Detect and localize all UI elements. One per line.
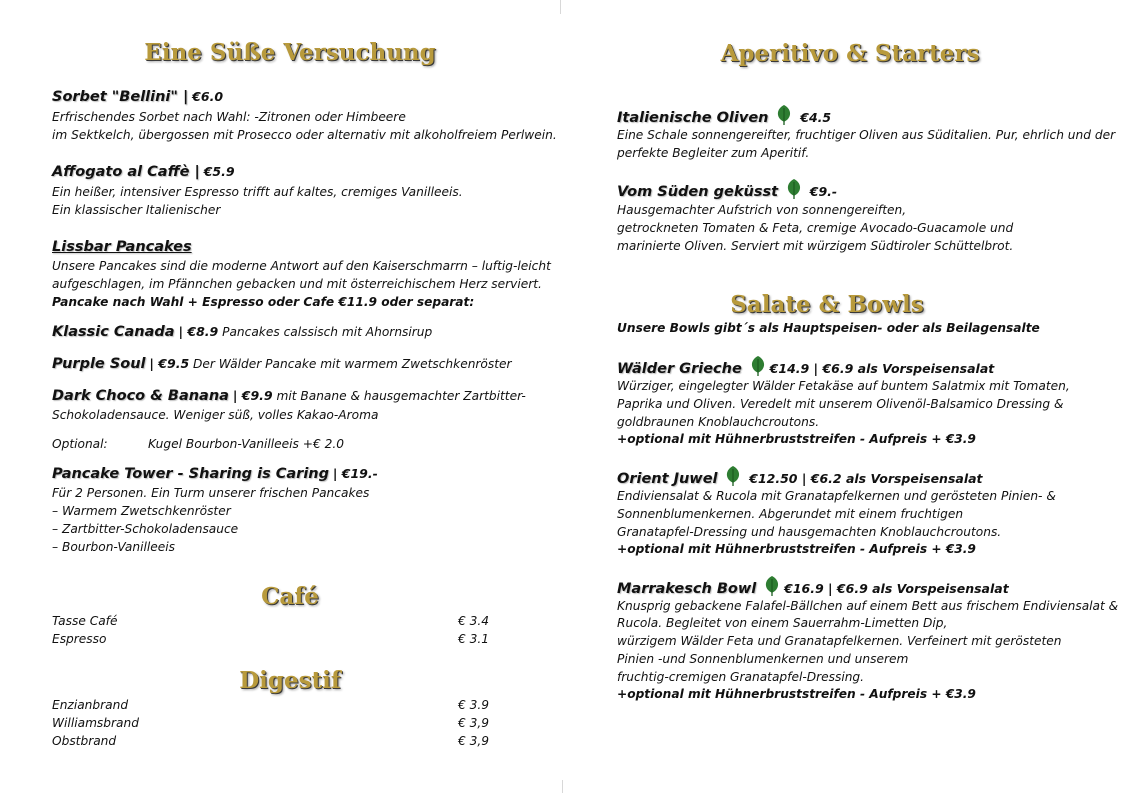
item-name: Orient Juwel: [617, 471, 718, 487]
item-description: Pinien -und Sonnenblumenkernen und unserem: [617, 652, 909, 666]
item-description: – Warmem Zwetschkenröster: [52, 504, 231, 518]
item-name: Affogato al Caffè |: [52, 164, 200, 180]
menu-item-purple-soul: [52, 355, 512, 373]
item-name: Klassic Canada: [52, 324, 175, 340]
item-description: goldbraunen Knoblauchcroutons.: [617, 415, 820, 429]
menu-item-dark-choco: [52, 387, 526, 405]
menu-item-affogato: [52, 163, 235, 181]
item-description: getrockneten Tomaten & Feta, cremige Avocado-Guacamole und: [617, 221, 1014, 235]
item-description: Sonnenblumenkernen. Abgerundet mit einem fruchtigen: [617, 507, 964, 521]
page-divider-top: [560, 0, 561, 14]
item-price: €5.9: [203, 164, 235, 179]
item-description: aufgeschlagen, im Pfännchen gebacken und mit österreichischem Herz serviert.: [52, 277, 542, 291]
item-name: Italienische Oliven: [617, 110, 769, 126]
item-description: Für 2 Personen. Ein Turm unserer frischen Pancakes: [52, 486, 370, 500]
item-description: Ein heißer, intensiver Espresso trifft auf kaltes, cremiges Vanilleeis.: [52, 185, 463, 199]
item-description: – Zartbitter-Schokoladensauce: [52, 522, 239, 536]
item-price: €12.50 | €6.2 als Vorspeisensalat: [749, 471, 983, 486]
item-description: im Sektkelch, übergossen mit Prosecco oder alternativ mit alkoholfreiem Perlwein.: [52, 128, 557, 142]
item-description: mit Banane & hausgemachter Zartbitter-: [276, 389, 526, 403]
leaf-icon: [749, 355, 767, 377]
drink-name: Espresso: [52, 632, 107, 646]
menu-item-oliven: [617, 104, 831, 127]
item-name: Lissbar Pancakes: [52, 239, 192, 255]
item-price: | €19.-: [332, 466, 378, 481]
menu-item-canada: [52, 323, 432, 341]
item-description: fruchtig-cremigen Granatapfel-Dressing.: [617, 670, 865, 684]
section-title-starters: Aperitivo & Starters: [720, 40, 980, 67]
item-description: Schokoladensauce. Weniger süß, volles Kakao-Aroma: [52, 408, 379, 422]
section-title-cafe: Café: [261, 583, 319, 610]
combo-offer: Pancake nach Wahl + Espresso oder Cafe €11.9 oder separat:: [52, 295, 475, 309]
optional-label: Optional:: [52, 437, 108, 451]
menu-item-orient-juwel: [617, 465, 983, 488]
item-name: Vom Süden geküsst: [617, 184, 779, 200]
item-description: würzigem Wälder Feta und Granatapfelkernen. Verfeinert mit gerösteten: [617, 634, 1062, 648]
leaf-icon: [775, 104, 793, 126]
drink-price: € 3.4: [458, 614, 490, 628]
menu-item-marrakesch-bowl: [617, 575, 1009, 598]
item-price: €6.0: [192, 89, 224, 104]
optional-text: Kugel Bourbon-Vanilleeis +€ 2.0: [148, 437, 344, 451]
item-description: Knusprig gebackene Falafel-Bällchen auf einem Bett aus frischem Endiviensalat &: [617, 599, 1119, 613]
drink-name: Tasse Café: [52, 614, 118, 628]
drink-price: € 3.9: [458, 698, 490, 712]
section-title-salads: Salate & Bowls: [730, 291, 924, 318]
item-description: Rucola. Begleitet von einem Sauerrahm-Limetten Dip,: [617, 616, 948, 630]
item-name: Wälder Grieche: [617, 361, 742, 377]
leaf-icon: [724, 465, 742, 487]
item-description: perfekte Begleiter zum Aperitif.: [617, 146, 810, 160]
item-name: Pancake Tower - Sharing is Caring: [52, 466, 329, 482]
item-description: Paprika und Oliven. Veredelt mit unserem Olivenöl-Balsamico Dressing &: [617, 397, 1064, 411]
item-description: Pancakes calssisch mit Ahornsirup: [222, 325, 433, 339]
item-name: Marrakesch Bowl: [617, 581, 757, 597]
drink-name: Williamsbrand: [52, 716, 139, 730]
drink-price: € 3,9: [458, 734, 490, 748]
menu-item-vom-sueden: [617, 178, 837, 201]
item-price: €9.-: [809, 184, 838, 199]
section-subtitle: Unsere Bowls gibt´s als Hauptspeisen- oder als Beilagensalte: [617, 321, 1040, 335]
item-description: Eine Schale sonnengereifter, fruchtiger Oliven aus Süditalien. Pur, ehrlich und der: [617, 128, 1116, 142]
leaf-icon: [763, 575, 781, 597]
item-description: Der Wälder Pancake mit warmem Zwetschkenröster: [193, 357, 512, 371]
item-name: Purple Soul: [52, 356, 146, 372]
menu-item-pancake-tower: [52, 465, 378, 483]
section-title-digestif: Digestif: [239, 667, 341, 694]
item-price: | €9.5: [149, 356, 190, 371]
menu-item-sorbet: [52, 88, 223, 106]
item-description: marinierte Oliven. Serviert mit würzigem Südtiroler Schüttelbrot.: [617, 239, 1014, 253]
page-divider-bottom: [562, 780, 563, 793]
item-price: €14.9 | €6.9 als Vorspeisensalat: [769, 361, 995, 376]
item-description: Endiviensalat & Rucola mit Granatapfelkernen und gerösteten Pinien- &: [617, 489, 1056, 503]
item-description: Unsere Pancakes sind die moderne Antwort auf den Kaiserschmarrn – luftig-leicht: [52, 259, 551, 273]
item-price: | €8.9: [178, 324, 219, 339]
drink-name: Enzianbrand: [52, 698, 129, 712]
item-price: €4.5: [800, 110, 832, 125]
menu-item-pancakes: [52, 238, 192, 256]
optional-addon: +optional mit Hühnerbruststreifen - Aufpreis + €3.9: [617, 542, 976, 556]
drink-name: Obstbrand: [52, 734, 117, 748]
drink-price: € 3,9: [458, 716, 490, 730]
menu-item-waelder-grieche: [617, 355, 994, 378]
leaf-icon: [785, 178, 803, 200]
drink-price: € 3.1: [458, 632, 490, 646]
item-name: Sorbet "Bellini" |: [52, 89, 189, 105]
item-description: Granatapfel-Dressing und hausgemachten Knoblauchcroutons.: [617, 525, 1002, 539]
item-description: – Bourbon-Vanilleeis: [52, 540, 175, 554]
item-name: Dark Choco & Banana: [52, 388, 229, 404]
item-price: €16.9 | €6.9 als Vorspeisensalat: [784, 581, 1009, 596]
item-description: Hausgemachter Aufstrich von sonnengereiften,: [617, 203, 907, 217]
section-title-sweet: Eine Süße Versuchung: [144, 39, 436, 66]
item-description: Würziger, eingelegter Wälder Fetakäse auf buntem Salatmix mit Tomaten,: [617, 379, 1070, 393]
optional-addon: +optional mit Hühnerbruststreifen - Aufpreis + €3.9: [617, 432, 976, 446]
optional-addon: +optional mit Hühnerbruststreifen - Aufpreis + €3.9: [617, 687, 976, 701]
item-description: Ein klassischer Italienischer: [52, 203, 221, 217]
item-description: Erfrischendes Sorbet nach Wahl: -Zitronen oder Himbeere: [52, 110, 406, 124]
item-price: | €9.9: [232, 388, 273, 403]
